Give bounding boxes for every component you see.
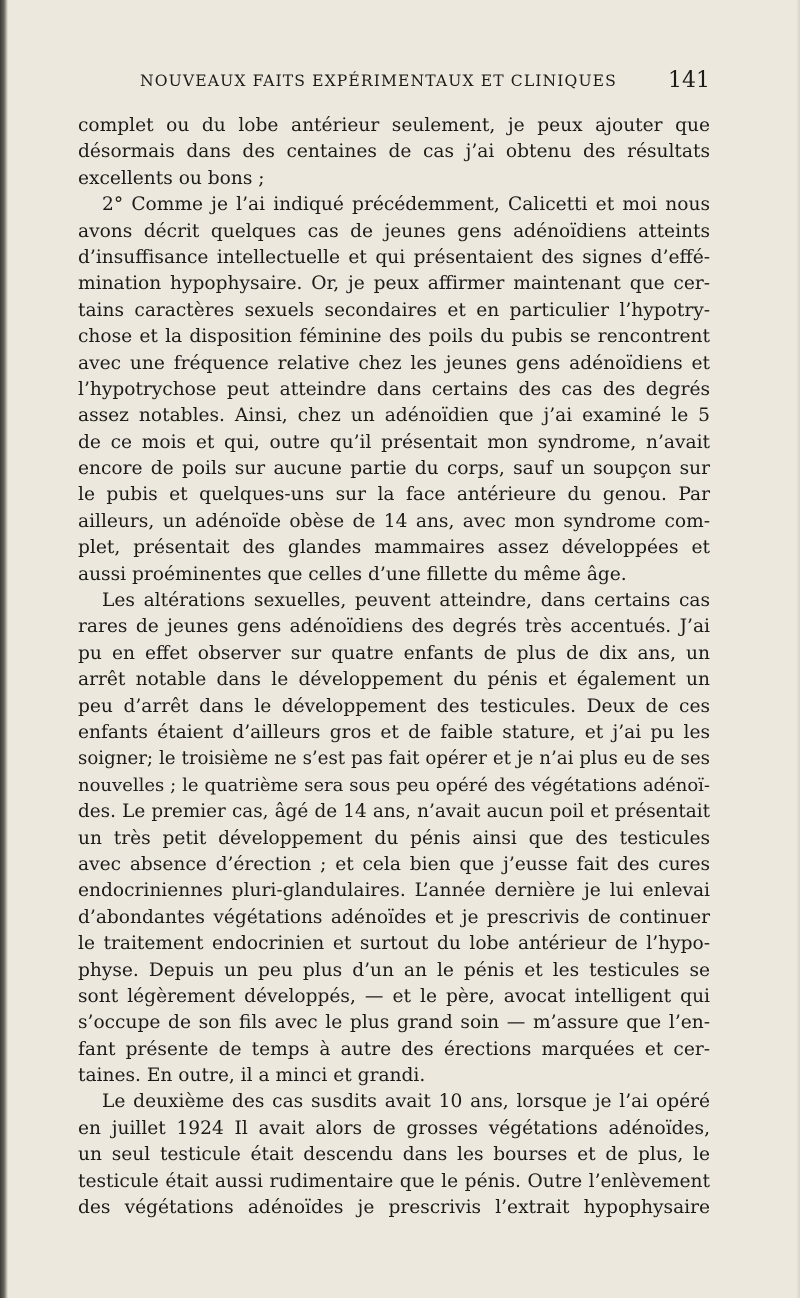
- page-header: [78, 68, 710, 98]
- text-line: taines. En outre, il a minci et grandi.: [78, 1065, 426, 1087]
- text-line: mination hypophysaire. Or, je peux affirmer maintenant que cer-: [78, 273, 710, 295]
- text-line: pu en effet observer sur quatre enfants de plus de dix ans, un: [78, 642, 710, 664]
- text-line: sont légèrement développés, — et le père, avocat intelligent qui: [78, 985, 710, 1007]
- text-line: testicule était aussi rudimentaire que le pénis. Outre l’enlèvement: [78, 1170, 710, 1192]
- body-text: [78, 113, 710, 1221]
- text-line: Le deuxième des cas susdits avait 10 ans, lorsque je l’ai opéré: [102, 1091, 710, 1113]
- text-line: d’insuffisance intellectuelle et qui présentaient des signes d’effé-: [78, 246, 710, 268]
- text-line: l’hypotrychose peut atteindre dans certains des cas des degrés: [78, 378, 710, 400]
- text-line: avons décrit quelques cas de jeunes gens adénoïdiens atteints: [78, 220, 710, 242]
- text-line: en juillet 1924 Il avait alors de grosses végétations adénoïdes,: [78, 1117, 710, 1139]
- text-line: plet, présentait des glandes mammaires assez développées et: [78, 537, 710, 559]
- text-line: complet ou du lobe antérieur seulement, je peux ajouter que: [78, 115, 710, 136]
- text-line: assez notables. Ainsi, chez un adénoïdien que j’ai examiné le 5: [78, 405, 710, 427]
- text-line: endocriniennes pluri-glandulaires. L’année dernière je lui enlevai: [78, 880, 710, 902]
- text-line: d’abondantes végétations adénoïdes et je prescrivis de continuer: [78, 906, 710, 928]
- running-title: NOUVEAUX FAITS EXPÉRIMENTAUX ET CLINIQUES: [140, 72, 617, 90]
- text-line: un seul testicule était descendu dans les bourses et de plus, le: [78, 1144, 710, 1166]
- text-line: 2° Comme je l’ai indiqué précédemment, Calicetti et moi nous: [102, 194, 710, 216]
- text-line: excellents ou bons ;: [78, 167, 265, 189]
- text-line: soigner; le troisième ne s’est pas fait opérer et je n’ai plus eu de ses: [78, 748, 710, 770]
- page-number: 141: [668, 68, 710, 93]
- text-line: avec absence d’érection ; et cela bien que j’eusse fait des cures: [78, 853, 710, 875]
- text-line: peu d’arrêt dans le développement des testicules. Deux de ces: [78, 695, 710, 717]
- text-line: avec une fréquence relative chez les jeunes gens adénoïdiens et: [78, 352, 710, 374]
- text-line: chose et la disposition féminine des poils du pubis se rencontrent: [78, 326, 710, 348]
- text-line: Les altérations sexuelles, peuvent atteindre, dans certains cas: [102, 590, 710, 612]
- text-line: des végétations adénoïdes je prescrivis l’extrait hypophysaire: [78, 1197, 710, 1219]
- text-line: physe. Depuis un peu plus d’un an le pénis et les testicules se: [78, 959, 710, 981]
- text-line: le pubis et quelques-uns sur la face antérieure du genou. Par: [78, 484, 710, 506]
- text-line: arrêt notable dans le développement du pénis et également un: [78, 669, 710, 691]
- text-line: le traitement endocrinien et surtout du lobe antérieur de l’hypo-: [78, 933, 710, 955]
- text-line: encore de poils sur aucune partie du corps, sauf un soupçon sur: [78, 458, 710, 480]
- text-line: de ce mois et qui, outre qu’il présentait mon syndrome, n’avait: [78, 431, 710, 453]
- text-line: des. Le premier cas, âgé de 14 ans, n’avait aucun poil et présentait: [78, 801, 710, 823]
- text-line: un très petit développement du pénis ainsi que des testicules: [78, 827, 710, 849]
- text-line: nouvelles ; le quatrième sera sous peu opéré des végétations adénoï-: [78, 774, 710, 796]
- text-line: aussi proéminentes que celles d’une fillette du même âge.: [78, 563, 627, 585]
- text-line: désormais dans des centaines de cas j’ai obtenu des résultats: [78, 141, 710, 163]
- text-line: fant présente de temps à autre des érections marquées et cer-: [78, 1038, 710, 1060]
- text-line: enfants étaient d’ailleurs gros et de faible stature, et j’ai pu les: [78, 721, 710, 743]
- text-line: tains caractères sexuels secondaires et en particulier l’hypotry-: [78, 299, 710, 321]
- text-line: rares de jeunes gens adénoïdiens des degrés très accentués. J’ai: [78, 616, 710, 638]
- text-line: ailleurs, un adénoïde obèse de 14 ans, avec mon syndrome com-: [78, 510, 710, 532]
- text-line: s’occupe de son fils avec le plus grand soin — m’assure que l’en-: [78, 1012, 710, 1034]
